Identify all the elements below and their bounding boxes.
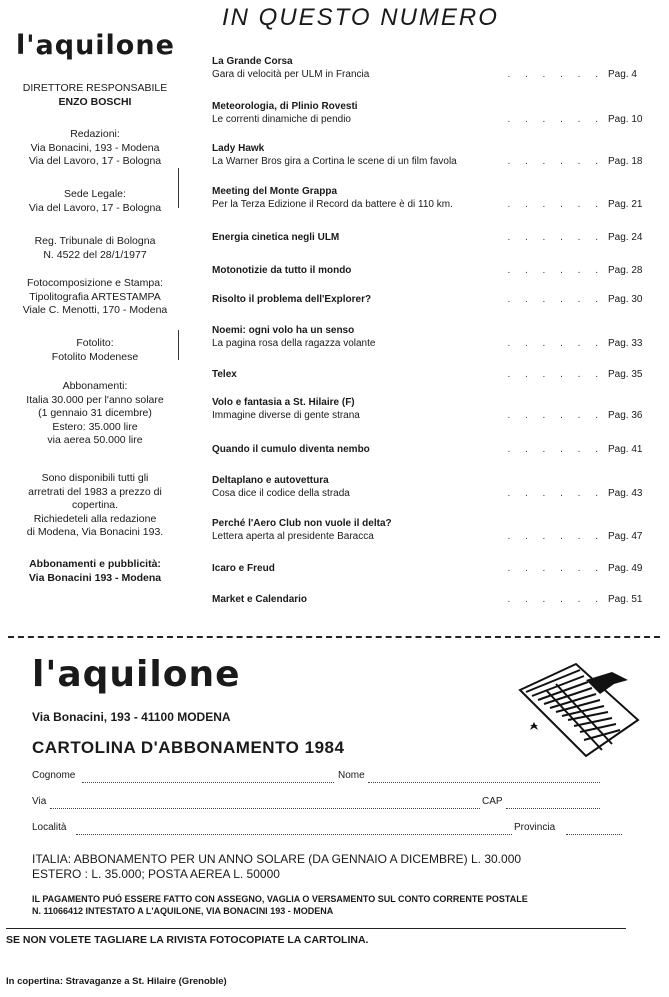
- toc-entry-subtitle: Le correnti dinamiche di pendio: [212, 114, 351, 125]
- toc-entry: [212, 293, 652, 306]
- toc-entry-subtitle: Cosa dice il codice della strada: [212, 488, 350, 499]
- abb-line-1: Italia 30.000 per l'anno solare: [26, 393, 164, 406]
- toc-leader-dots: . . . . . .: [507, 294, 604, 305]
- toc-entry-subtitle: Per la Terza Edizione il Record da battere è di 110 km.: [212, 199, 453, 210]
- abb-label: Abbonamenti:: [62, 380, 128, 392]
- toc-entry-title: Volo e fantasia a St. Hilaire (F): [212, 397, 355, 408]
- arr-line-4: Richiedeteli alla redazione: [33, 512, 157, 525]
- toc-entry: [212, 593, 652, 606]
- toc-entry-title: Perché l'Aero Club non vuole il delta?: [212, 518, 392, 529]
- cap-field[interactable]: [506, 808, 600, 809]
- sede-line-1: Via del Lavoro, 17 - Bologna: [28, 201, 162, 214]
- reg-line-1: Reg. Tribunale di Bologna: [34, 235, 156, 247]
- toc-entry: [212, 142, 652, 168]
- director-role: DIRETTORE RESPONSABILE: [22, 82, 168, 94]
- toc-entry: [212, 562, 652, 575]
- toc-leader-dots: . . . . . .: [507, 232, 604, 243]
- abb-line-3: Estero: 35.000 lire: [52, 420, 138, 433]
- toc-entry-page: Pag. 35: [608, 369, 643, 380]
- arr-line-2: arretrati del 1983 a prezzo di: [28, 485, 162, 498]
- provincia-label: Provincia: [514, 822, 556, 833]
- toc-entry-title: Telex: [212, 369, 237, 380]
- advertising-block: [10, 558, 180, 585]
- offer-italy: ITALIA: ABBONAMENTO PER UN ANNO SOLARE (DA GENNAIO A DICEMBRE) L. 30.000: [32, 852, 522, 866]
- toc-entry: [212, 443, 652, 456]
- toc-entry: [212, 368, 652, 381]
- via-label: Via: [32, 796, 47, 807]
- toc-entry: [212, 264, 652, 277]
- toc-entry-subtitle: Lettera aperta al presidente Baracca: [212, 531, 374, 542]
- toc-leader-dots: . . . . . .: [507, 531, 604, 542]
- toc-entry-title: La Grande Corsa: [212, 56, 293, 67]
- toc-leader-dots: . . . . . .: [507, 410, 604, 421]
- director-block: [10, 82, 180, 109]
- redazioni-block: [10, 128, 180, 169]
- toc-entry: [212, 517, 652, 543]
- back-issues-block: [10, 472, 180, 540]
- kite-bird-icon: [516, 660, 640, 760]
- toc-entry-page: Pag. 4: [608, 69, 637, 80]
- sede-label: Sede Legale:: [64, 188, 126, 200]
- fotolito-label: Fotolito:: [76, 337, 114, 349]
- toc-entry: [212, 185, 652, 211]
- payment-line-1: IL PAGAMENTO PUÓ ESSERE FATTO CON ASSEGNO, VAGLIA O VERSAMENTO SUL CONTO CORRENTE POSTALE: [32, 894, 528, 904]
- toc-entry-page: Pag. 21: [608, 199, 643, 210]
- toc-entry-title: Meeting del Monte Grappa: [212, 186, 338, 197]
- toc-entry-page: Pag. 36: [608, 410, 643, 421]
- nome-label: Nome: [338, 770, 365, 781]
- printing-line-3: Viale C. Menotti, 170 - Modena: [22, 304, 168, 316]
- toc-entry-page: Pag. 33: [608, 338, 643, 349]
- registration-block: [10, 235, 180, 262]
- toc-entry: [212, 474, 652, 500]
- toc-leader-dots: . . . . . .: [507, 265, 604, 276]
- masthead-logo: l'aquilone: [16, 30, 175, 61]
- nome-field[interactable]: [368, 782, 600, 783]
- toc-entry: [212, 231, 652, 244]
- subscriptions-block: [10, 380, 180, 448]
- abb-line-2: (1 gennaio 31 dicembre): [38, 407, 152, 419]
- printing-block: [10, 277, 180, 318]
- toc-entry-page: Pag. 47: [608, 531, 643, 542]
- fotolito-block: [10, 337, 180, 364]
- toc-leader-dots: . . . . . .: [507, 338, 604, 349]
- payment-line-2: N. 11066412 INTESTATO A L'AQUILONE, VIA BONACINI 193 - MODENA: [32, 906, 334, 916]
- toc-entry: [212, 396, 652, 422]
- toc-entry-page: Pag. 10: [608, 114, 643, 125]
- toc-entry-page: Pag. 51: [608, 594, 643, 605]
- toc-entry-title: Icaro e Freud: [212, 563, 275, 574]
- toc-leader-dots: . . . . . .: [507, 594, 604, 605]
- toc-entry-title: Meteorologia, di Plinio Rovesti: [212, 101, 358, 112]
- via-field[interactable]: [50, 808, 480, 809]
- toc-leader-dots: . . . . . .: [507, 69, 604, 80]
- arr-line-3: copertina.: [71, 499, 119, 511]
- printing-line-1: Fotocomposizione e Stampa:: [27, 277, 163, 289]
- toc-entry-subtitle: Gara di velocità per ULM in Francia: [212, 69, 370, 80]
- localita-field[interactable]: [76, 834, 512, 835]
- toc-entry-title: Quando il cumulo diventa nembo: [212, 444, 370, 455]
- toc-entry-title: Deltaplano e autovettura: [212, 475, 329, 486]
- toc-entry-title: Lady Hawk: [212, 143, 265, 154]
- toc-entry-page: Pag. 18: [608, 156, 643, 167]
- reg-line-2: N. 4522 del 28/1/1977: [43, 248, 147, 261]
- toc-entry-title: Risolto il problema dell'Explorer?: [212, 294, 372, 305]
- photocopy-note: SE NON VOLETE TAGLIARE LA RIVISTA FOTOCOPIATE LA CARTOLINA.: [6, 934, 369, 946]
- coupon-address: Via Bonacini, 193 - 41100 MODENA: [32, 710, 231, 724]
- toc-entry-page: Pag. 43: [608, 488, 643, 499]
- toc-entry: [212, 55, 652, 81]
- redazioni-line-2: Via del Lavoro, 17 - Bologna: [28, 155, 162, 167]
- offer-abroad: ESTERO : L. 35.000; POSTA AEREA L. 50000: [32, 867, 280, 881]
- abb-line-4: via aerea 50.000 lire: [47, 434, 143, 446]
- pub-line-2: Via Bonacini 193 - Modena: [28, 571, 162, 584]
- coupon-bottom-border: [6, 928, 626, 929]
- sede-block: [10, 188, 180, 215]
- column-divider-top: [178, 168, 179, 208]
- toc-entry-page: Pag. 24: [608, 232, 643, 243]
- toc-entry-page: Pag. 41: [608, 444, 643, 455]
- toc-leader-dots: . . . . . .: [507, 563, 604, 574]
- toc-leader-dots: . . . . . .: [507, 199, 604, 210]
- toc-entry-page: Pag. 49: [608, 563, 643, 574]
- director-name: ENZO BOSCHI: [58, 95, 132, 108]
- cut-line: [8, 636, 660, 638]
- redazioni-line-1: Via Bonacini, 193 - Modena: [30, 141, 160, 154]
- toc-leader-dots: . . . . . .: [507, 488, 604, 499]
- toc-entry: [212, 100, 652, 126]
- coupon-logo: l'aquilone: [32, 654, 241, 695]
- toc-entry: [212, 324, 652, 350]
- provincia-field[interactable]: [566, 834, 622, 835]
- arr-line-5: di Modena, Via Bonacini 193.: [26, 526, 164, 538]
- localita-label: Località: [32, 822, 67, 833]
- coupon-heading: CARTOLINA D'ABBONAMENTO 1984: [32, 738, 345, 757]
- cognome-field[interactable]: [82, 782, 334, 783]
- column-divider-bottom: [178, 330, 179, 360]
- toc-leader-dots: . . . . . .: [507, 114, 604, 125]
- toc-entry-title: Energia cinetica negli ULM: [212, 232, 340, 243]
- toc-leader-dots: . . . . . .: [507, 369, 604, 380]
- toc-entry-page: Pag. 30: [608, 294, 643, 305]
- toc-entry-subtitle: La pagina rosa della ragazza volante: [212, 338, 376, 349]
- toc-entry-subtitle: Immagine diverse di gente strana: [212, 410, 360, 421]
- printing-line-2: Tipolitografia ARTESTAMPA: [29, 290, 161, 303]
- cognome-label: Cognome: [32, 770, 76, 781]
- toc-entry-title: Noemi: ogni volo ha un senso: [212, 325, 355, 336]
- toc-entry-page: Pag. 28: [608, 265, 643, 276]
- redazioni-label: Redazioni:: [70, 128, 120, 140]
- arr-line-1: Sono disponibili tutti gli: [41, 472, 149, 484]
- cover-caption: In copertina: Stravaganze a St. Hilaire (Grenoble): [6, 976, 227, 987]
- toc-leader-dots: . . . . . .: [507, 156, 604, 167]
- toc-entry-subtitle: La Warner Bros gira a Cortina le scene di un film favola: [212, 156, 457, 167]
- fotolito-line-1: Fotolito Modenese: [51, 350, 139, 363]
- toc-entry-title: Motonotizie da tutto il mondo: [212, 265, 352, 276]
- toc-title: IN QUESTO NUMERO: [222, 4, 499, 31]
- cap-label: CAP: [482, 796, 503, 807]
- pub-line-1: Abbonamenti e pubblicità:: [29, 558, 161, 570]
- toc-leader-dots: . . . . . .: [507, 444, 604, 455]
- toc-entry-title: Market e Calendario: [212, 594, 308, 605]
